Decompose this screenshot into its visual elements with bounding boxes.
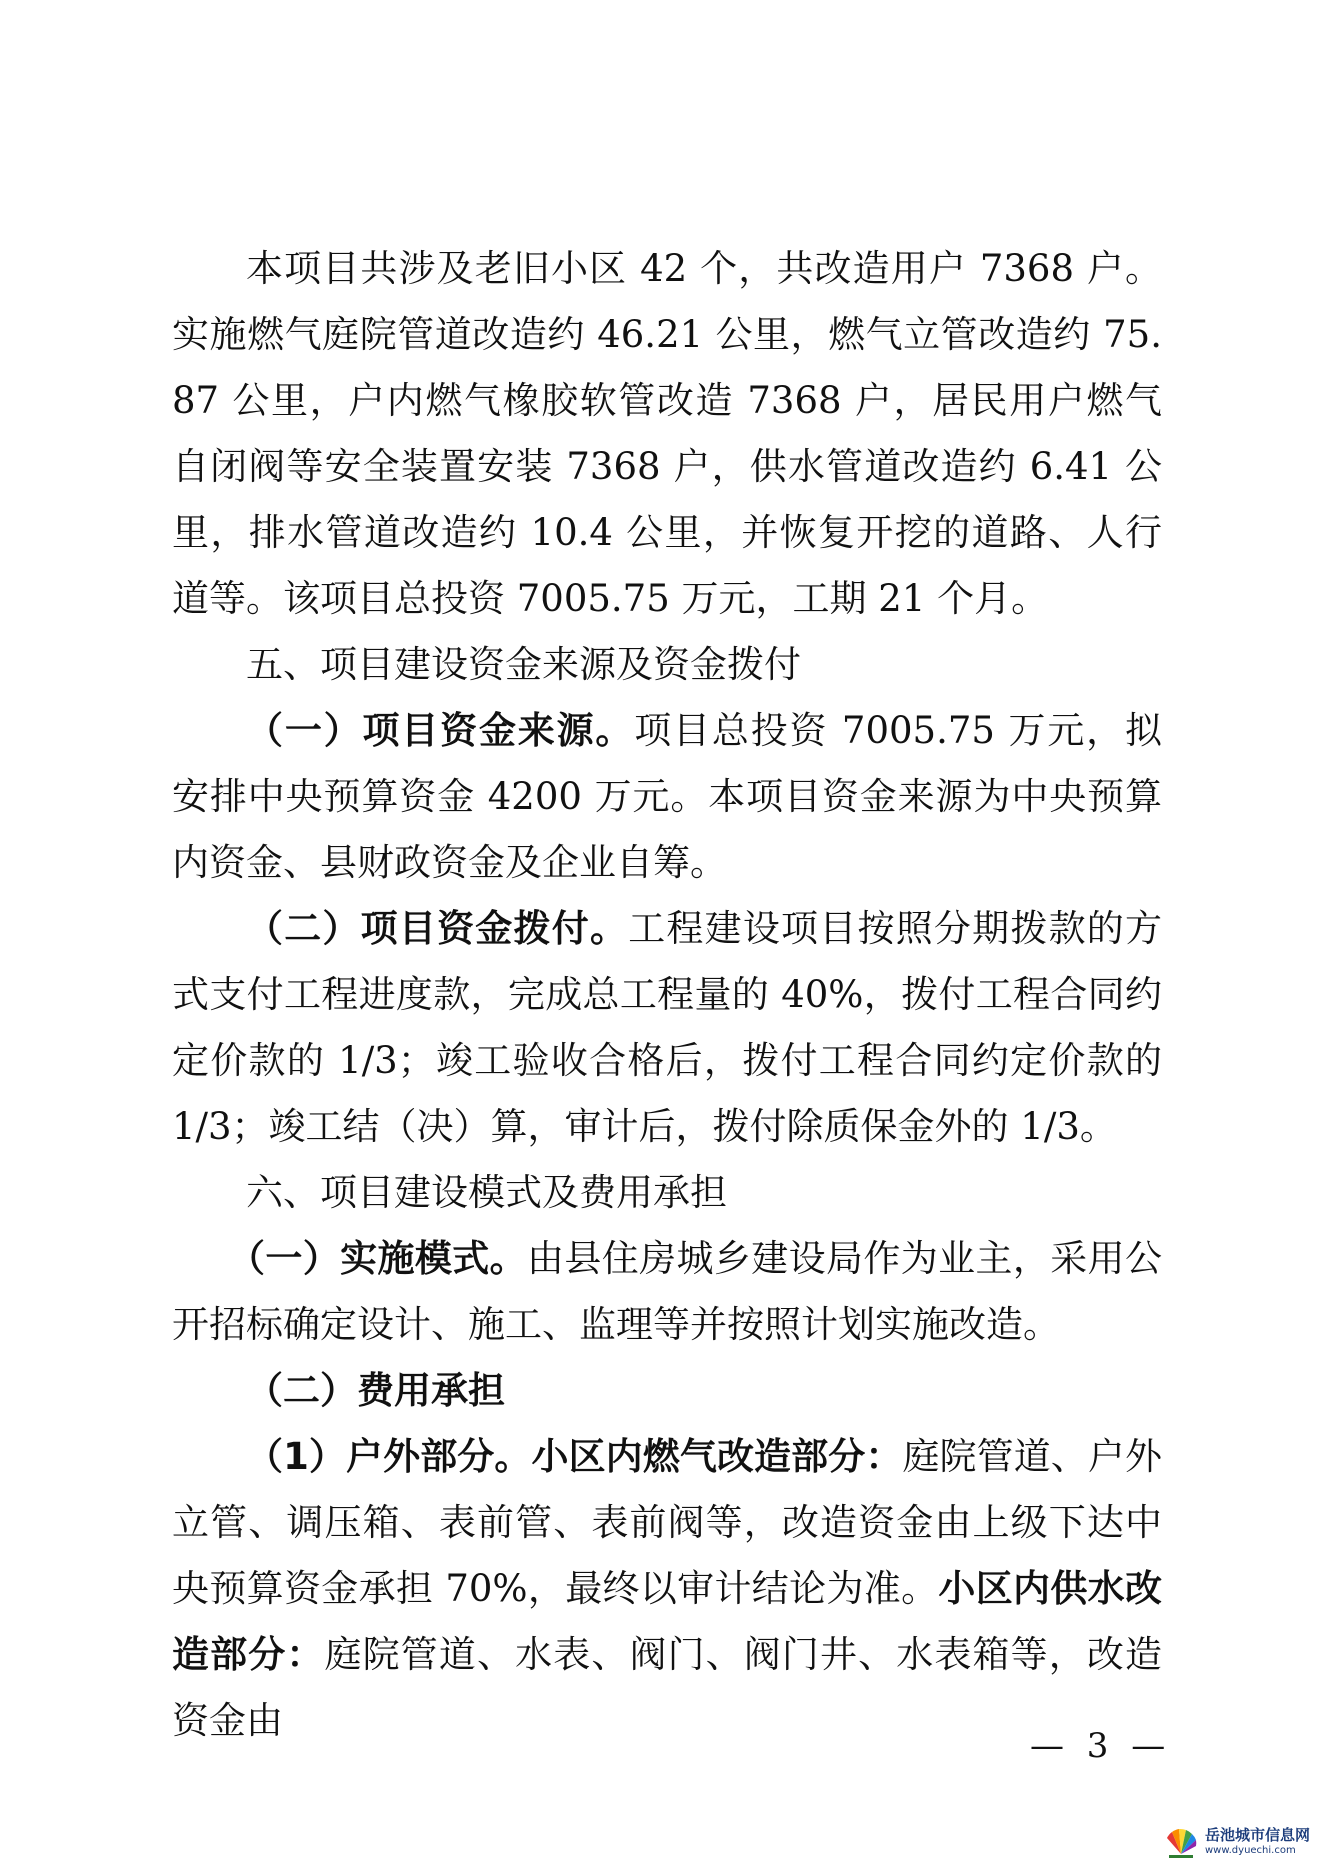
document-body	[172, 236, 1162, 1754]
subheading-cost-bearing	[172, 1358, 1162, 1424]
section-heading-funding	[172, 632, 1162, 698]
page-number: — 3 —	[1030, 1726, 1172, 1766]
paragraph-project-summary	[172, 236, 1162, 632]
paragraph-text: 工程建设项目按照分期拨款的方式支付工程进度款，完成总工程量的 40%，拨付工程合同约定价款的 1/3；竣工验收合格后，拨付工程合同约定价款的 1/3；竣工结（决）算，审计后，拨付除质保金外的 1/3。	[172, 907, 1163, 1148]
bold-lead-in: （一）项目资金来源。	[246, 709, 635, 752]
bold-lead-in: （二）费用承担	[246, 1369, 505, 1412]
paragraph-text: 庭院管道、水表、阀门、阀门井、水表箱等，改造资金由	[172, 1633, 1163, 1742]
paragraph-text: 本项目共涉及老旧小区 42 个，共改造用户 7368 户。实施燃气庭院管道改造约 46.21 公里，燃气立管改造约 75.87 公里，户内燃气橡胶软管改造 7368 户，居民用户燃气自闭阀等安全装置安装 7368 户，供水管道改造约 6.41 公里，排水管道改造约 10.4 公里，并恢复开挖的道路、人行道等。该项目总投资 7005.75 万元，工期 21 个月。	[172, 247, 1162, 620]
paragraph-text: 项目总投资 7005.75 万元，拟安排中央预算资金 4200 万元。本项目资金来源为中央预算内资金、县财政资金及企业自筹。	[172, 709, 1162, 884]
bold-lead-in: 小区内供水改造部分：	[172, 1567, 1163, 1676]
section-heading-text: 六、项目建设模式及费用承担	[246, 1171, 727, 1214]
watermark-url: www.dyuechi.com	[1205, 1845, 1296, 1856]
paragraph-implementation-mode	[172, 1226, 1162, 1358]
section-heading-mode	[172, 1160, 1162, 1226]
fan-logo-icon	[1163, 1824, 1199, 1860]
bold-lead-in: （一）实施模式。	[228, 1237, 527, 1280]
site-watermark	[1163, 1824, 1310, 1860]
bold-lead-in: （1）户外部分。小区内燃气改造部分：	[246, 1435, 903, 1478]
paragraph-funding-disbursement	[172, 896, 1162, 1160]
watermark-name: 岳池城市信息网	[1205, 1826, 1311, 1844]
paragraph-outdoor-part	[172, 1424, 1162, 1754]
paragraph-text: 由县住房城乡建设局作为业主，采用公开招标确定设计、施工、监理等并按照计划实施改造。	[172, 1237, 1162, 1346]
watermark-text	[1205, 1828, 1310, 1856]
bold-lead-in: （二）项目资金拨付。	[246, 907, 629, 950]
paragraph-funding-source	[172, 698, 1162, 896]
paragraph-text: 庭院管道、户外立管、调压箱、表前管、表前阀等，改造资金由上级下达中央预算资金承担 70%，最终以审计结论为准。	[172, 1435, 1162, 1610]
section-heading-text: 五、项目建设资金来源及资金拨付	[246, 643, 801, 686]
